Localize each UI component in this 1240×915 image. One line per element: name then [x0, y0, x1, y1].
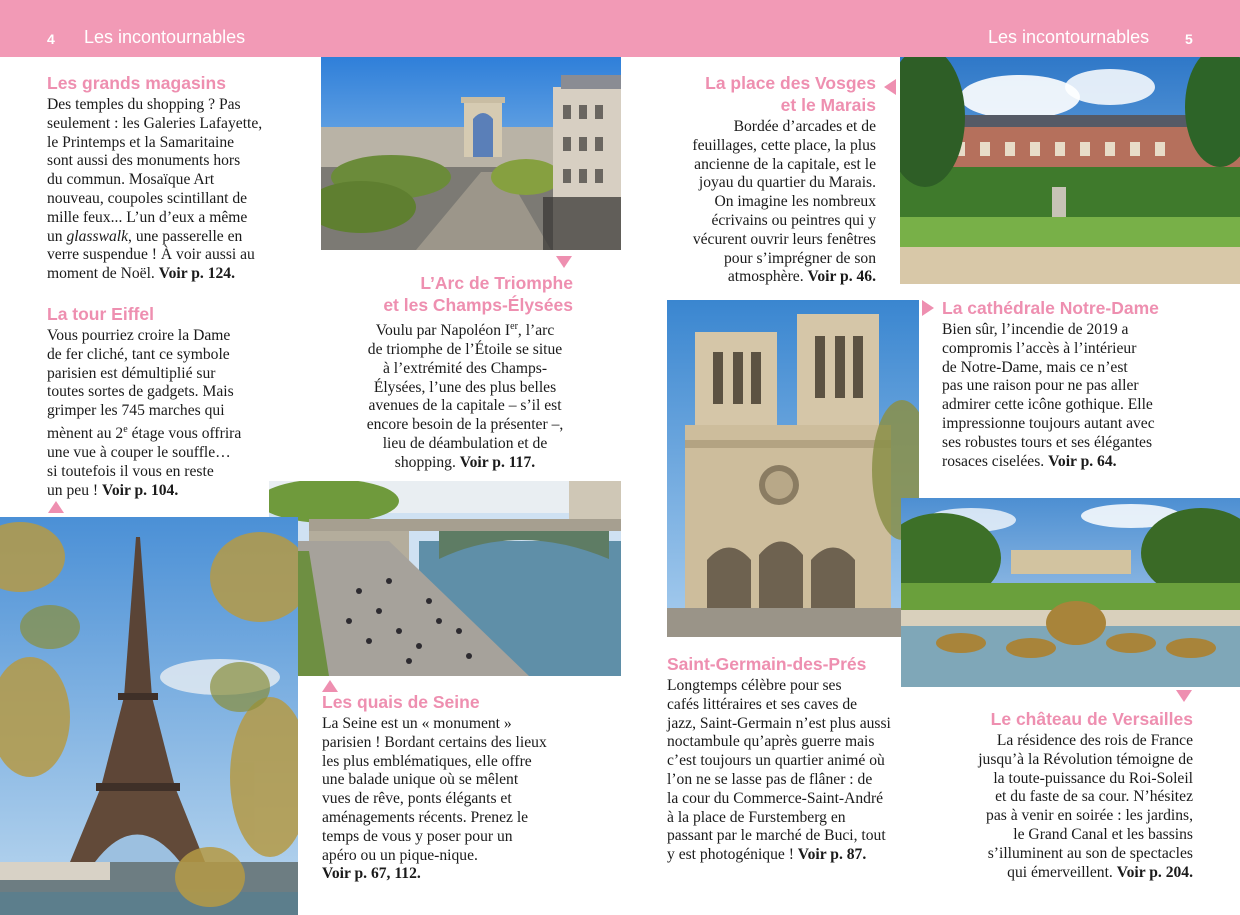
- text-line: Bordée d’arcades et de: [733, 118, 876, 135]
- photo-chateau-de-versailles: [901, 498, 1240, 687]
- page-reference: Voir p. 64.: [1048, 452, 1117, 470]
- page-reference: Voir p. 87.: [797, 846, 867, 864]
- text-line: ancienne de la capitale, est le: [694, 155, 876, 173]
- text-line: shopping. Voir p. 117.: [394, 453, 536, 471]
- text-line: feuillages, cette place, la plus: [692, 136, 876, 154]
- text-line: grimper les 745 marches qui: [47, 402, 225, 420]
- photo-notre-dame: [667, 300, 919, 637]
- triangle-pointer-icon: [48, 501, 64, 513]
- section-text-grands-magasins: [47, 96, 262, 284]
- text-line: qui émerveillent. Voir p. 204.: [1007, 863, 1193, 881]
- text-line: atmosphère. Voir p. 46.: [727, 268, 876, 286]
- text-line: si toutefois il vous en reste: [47, 462, 214, 480]
- section-text-arc-de-triomphe: [340, 318, 590, 473]
- text-line: seulement : les Galeries Lafayette,: [47, 114, 263, 132]
- text-line: y est photogénique ! Voir p. 87.: [667, 846, 867, 864]
- glasswalk-term: glasswalk: [66, 227, 129, 245]
- right-page-number: 5: [1185, 31, 1193, 47]
- text-line: et du faste de sa cour. N’hésitez: [995, 788, 1193, 806]
- text-line: une vue à couper le souffle…: [47, 443, 231, 461]
- text-line: vues de rêve, ponts élégants et: [322, 790, 512, 808]
- text-line: parisien ! Bordant certains des lieux: [322, 733, 547, 751]
- text-line: aménagements récents. Prenez le: [322, 808, 529, 826]
- section-title-notre-dame: La cathédrale Notre-Dame: [942, 298, 1159, 318]
- page-reference: Voir p. 124.: [158, 265, 235, 283]
- text-line: encore besoin de la présenter –,: [366, 416, 564, 434]
- text-line: lieu de déambulation et de: [382, 434, 548, 452]
- section-title-arc-de-triomphe-line2: et les Champs-Élysées: [383, 295, 573, 315]
- section-title-saint-germain: Saint-Germain-des-Prés: [667, 654, 867, 674]
- text-line: admirer cette icône gothique. Elle: [942, 396, 1153, 414]
- text-line: Des temples du shopping ? Pas: [47, 96, 241, 113]
- text-line: vécurent ouvrir leurs fenêtres: [692, 230, 876, 248]
- section-title-place-des-vosges-line2: et le Marais: [780, 95, 876, 115]
- text-line: La Seine est un « monument »: [322, 715, 512, 732]
- section-text-saint-germain: [667, 677, 891, 865]
- text-line: pas une raison pour ne pas aller: [942, 377, 1139, 395]
- page-reference: Voir p. 117.: [459, 453, 536, 471]
- section-text-place-des-vosges: [692, 118, 876, 287]
- triangle-pointer-icon: [884, 79, 896, 95]
- section-title-grands-magasins: Les grands magasins: [47, 73, 226, 93]
- text-line: compromis l’accès à l’intérieur: [942, 339, 1137, 357]
- text-line: ses robustes tours et ses élégantes: [942, 433, 1153, 451]
- section-text-tour-eiffel: [47, 327, 241, 500]
- section-title-arc-de-triomphe-line1: L’Arc de Triomphe: [420, 273, 573, 293]
- text-line: avenues de la capitale – s’il est: [368, 397, 562, 415]
- text-line: mille feux... L’un d’eux a même: [47, 208, 248, 226]
- text-line: apéro ou un pique-nique.: [322, 846, 478, 864]
- section-title-tour-eiffel: La tour Eiffel: [47, 304, 154, 324]
- page-reference: Voir p. 204.: [1116, 863, 1193, 881]
- text-line: de Notre-Dame, mais ce n’est: [942, 358, 1128, 376]
- text-line: cafés littéraires et ses caves de: [667, 695, 858, 713]
- text-line: une balade unique où se mêlent: [322, 771, 519, 789]
- photo-arc-de-triomphe: [321, 57, 621, 250]
- text-line: On imagine les nombreux: [714, 193, 876, 211]
- text-line: de triomphe de l’Étoile se situe: [367, 340, 563, 358]
- text-line: Longtemps célèbre pour ses: [667, 677, 842, 694]
- text-line: Voulu par Napoléon Ier, l’arc: [375, 321, 555, 340]
- text-line: un glasswalk, une passerelle en: [47, 227, 243, 245]
- text-line: pas à venir en soirée : les jardins,: [986, 807, 1193, 825]
- section-text-notre-dame: [942, 321, 1155, 471]
- triangle-pointer-icon: [556, 256, 572, 268]
- text-line: les plus emblématiques, elle offre: [322, 752, 532, 770]
- text-line: jusqu’à la Révolution témoigne de: [978, 750, 1193, 768]
- text-line: rosaces ciselées. Voir p. 64.: [942, 452, 1117, 470]
- section-title-chateau-de-versailles: Le château de Versailles: [990, 709, 1193, 729]
- right-running-title: Les incontournables: [988, 27, 1150, 47]
- text-line: le Grand Canal et les bassins: [1013, 825, 1193, 843]
- text-line: le Printemps et la Samaritaine: [47, 133, 235, 151]
- text-line: moment de Noël. Voir p. 124.: [47, 265, 235, 283]
- text-line: la cour du Commerce-Saint-André: [667, 789, 884, 807]
- text-line: passant par le marché de Buci, tout: [667, 827, 886, 845]
- text-line: toutes sortes de gadgets. Mais: [47, 383, 234, 401]
- text-line: de fer cliché, tant ce symbole: [47, 345, 230, 363]
- left-running-title: Les incontournables: [84, 27, 246, 47]
- page-reference: Voir p. 46.: [807, 268, 876, 286]
- text-line: la toute-puissance du Roi-Soleil: [993, 769, 1193, 787]
- text-line: mènent au 2e étage vous offrira: [47, 423, 242, 443]
- section-title-quais-de-seine: Les quais de Seine: [322, 692, 480, 712]
- section-text-quais-de-seine: [322, 715, 547, 884]
- text-line: à l’extrémité des Champs-: [382, 359, 548, 377]
- text-line: jazz, Saint-Germain n’est plus aussi: [667, 714, 891, 732]
- page-reference: Voir p. 67, 112.: [322, 865, 421, 883]
- text-line: impressionne toujours autant avec: [942, 414, 1155, 432]
- text-line: un peu ! Voir p. 104.: [47, 481, 179, 499]
- text-line: pour s’imprégner de son: [723, 249, 876, 267]
- text-line: écrivains ou peintres qui y: [711, 211, 876, 229]
- page-reference: Voir p. 104.: [102, 481, 179, 499]
- photo-quais-de-seine: [269, 481, 621, 676]
- triangle-pointer-icon: [922, 300, 934, 316]
- section-title-place-des-vosges-line1: La place des Vosges: [705, 73, 876, 93]
- text-line: l’on ne se lasse pas de flâner : de: [667, 770, 873, 788]
- text-line: c’est toujours un quartier animé où: [667, 752, 885, 770]
- text-line: nouveau, coupoles scintillant de: [47, 189, 248, 207]
- text-line: s’illuminent au son de spectacles: [987, 844, 1193, 862]
- text-line: noctambule qu’après guerre mais: [667, 733, 875, 751]
- left-page-number: 4: [47, 31, 55, 47]
- photo-tour-eiffel: [0, 517, 298, 915]
- text-line: parisien est démultiplié sur: [47, 364, 216, 382]
- page-header-bar: [0, 0, 1240, 57]
- text-line: Bien sûr, l’incendie de 2019 a: [942, 321, 1129, 338]
- text-line: La résidence des rois de France: [996, 732, 1193, 749]
- text-line: joyau du quartier du Marais.: [698, 174, 876, 192]
- text-line: verre suspendue ! À voir aussi au: [47, 246, 255, 264]
- text-line: Élysées, l’une des plus belles: [373, 378, 557, 396]
- triangle-pointer-icon: [1176, 690, 1192, 702]
- text-line: temps de vous y poser pour un: [322, 827, 513, 845]
- text-line: du commun. Mosaïque Art: [47, 171, 215, 189]
- section-text-chateau-de-versailles: [978, 732, 1193, 882]
- photo-place-des-vosges: [900, 57, 1240, 284]
- text-line: sont aussi des monuments hors: [47, 152, 241, 170]
- text-line: Vous pourriez croire la Dame: [47, 327, 231, 344]
- text-line: à la place de Furstemberg en: [667, 808, 846, 826]
